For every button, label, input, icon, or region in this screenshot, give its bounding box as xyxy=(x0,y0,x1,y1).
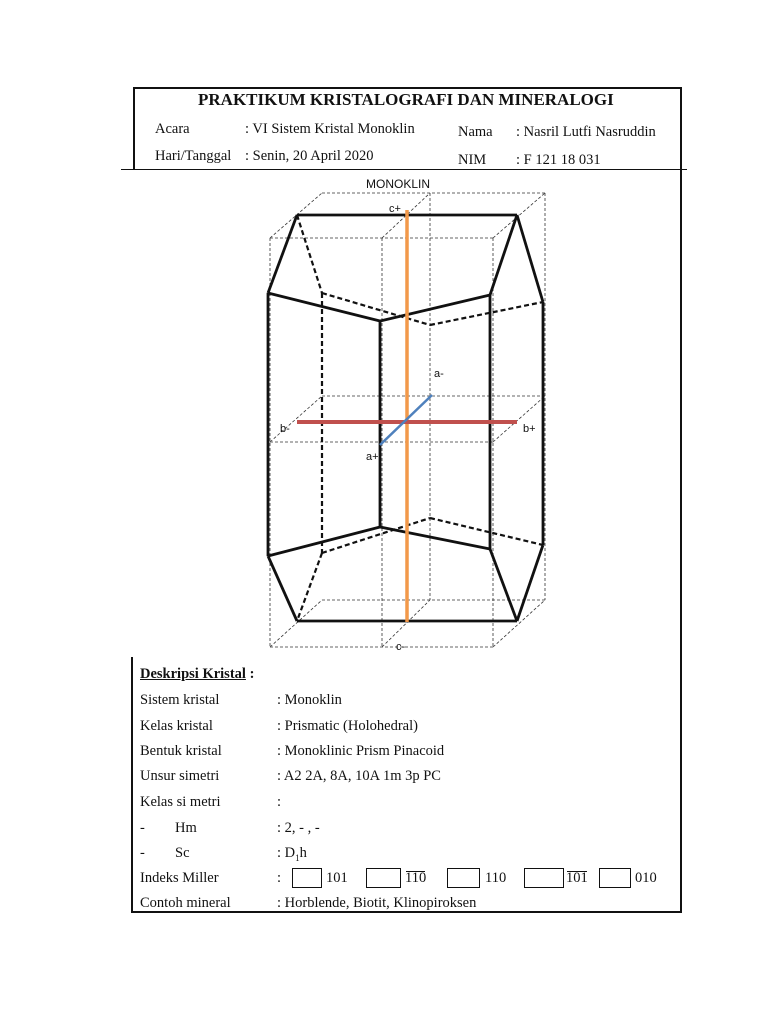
crystal-edge xyxy=(490,549,517,621)
miller-checkbox[interactable] xyxy=(447,868,480,888)
acara-value: : VI Sistem Kristal Monoklin xyxy=(245,121,415,137)
hidden-edge xyxy=(297,553,322,621)
miller-index-text: 110 xyxy=(405,870,427,886)
description-heading xyxy=(140,666,254,683)
sc-value-main: : D xyxy=(277,845,296,861)
miller-index xyxy=(405,870,426,887)
page-title: PRAKTIKUM KRISTALOGRAFI DAN MINERALOGI xyxy=(198,90,614,109)
crystal-edge xyxy=(268,556,297,621)
axis-label-a-minus: a- xyxy=(434,368,444,380)
miller-checkbox[interactable] xyxy=(524,868,564,888)
miller-index-text: 101 xyxy=(566,870,588,886)
row-bullet-hm: - xyxy=(140,820,145,836)
axis-label-b-plus: b+ xyxy=(523,423,536,435)
row-value-hm: : 2, - , - xyxy=(277,820,320,836)
guide-edge xyxy=(493,396,545,442)
miller-index: 010 xyxy=(635,870,657,886)
crystal-edge xyxy=(517,215,543,302)
nim-value: : F 121 18 031 xyxy=(516,152,601,168)
miller-checkbox[interactable] xyxy=(366,868,401,888)
description-heading-colon: : xyxy=(245,666,255,682)
crystal-edge xyxy=(268,293,380,321)
row-label-sistem: Sistem kristal xyxy=(140,692,220,708)
row-value-kelas: : Prismatic (Holohedral) xyxy=(277,718,418,734)
row-value-kelas-simetri: : xyxy=(277,794,282,810)
miller-colon: : xyxy=(277,870,282,886)
figure-caption: MONOKLIN xyxy=(366,177,431,191)
guide-edge xyxy=(493,600,545,647)
axis-label-a-plus: a+ xyxy=(366,451,379,463)
miller-index: 110 xyxy=(485,870,507,886)
row-value-sc xyxy=(277,845,307,863)
row-label-bentuk: Bentuk kristal xyxy=(140,743,222,759)
axis-label-c-plus: c+ xyxy=(389,203,401,215)
crystal-edge xyxy=(490,215,517,295)
nama-label: Nama xyxy=(458,124,493,140)
contoh-value: : Horblende, Biotit, Klinopiroksen xyxy=(277,895,477,911)
sc-value-sub: 1 xyxy=(295,852,300,863)
row-value-unsur: : A2 2A, 8A, 10A 1m 3p PC xyxy=(277,768,441,784)
row-label-unsur: Unsur simetri xyxy=(140,768,220,784)
description-heading-text: Deskripsi Kristal xyxy=(140,666,246,682)
crystal-edge xyxy=(517,545,543,621)
miller-checkbox[interactable] xyxy=(292,868,322,888)
contoh-label: Contoh mineral xyxy=(140,895,231,911)
guide-edge xyxy=(270,396,322,442)
hidden-edge xyxy=(322,518,430,553)
tanggal-label: Hari/Tanggal xyxy=(155,148,232,164)
row-label-kelas: Kelas kristal xyxy=(140,718,213,734)
row-value-sistem: : Monoklin xyxy=(277,692,342,708)
axis-label-c-minus: c- xyxy=(396,641,406,653)
guide-edge xyxy=(270,600,322,647)
miller-label: Indeks Miller xyxy=(140,870,219,886)
crystal-hidden-edges xyxy=(297,215,543,621)
row-label-kelas-simetri: Kelas si metri xyxy=(140,794,221,810)
miller-checkbox[interactable] xyxy=(599,868,631,888)
tanggal-value: : Senin, 20 April 2020 xyxy=(245,148,374,164)
crystal-edge xyxy=(380,527,490,549)
miller-index xyxy=(566,870,588,887)
sc-value-tail: h xyxy=(299,845,307,861)
row-bullet-sc: - xyxy=(140,845,145,861)
miller-index: 101 xyxy=(326,870,348,886)
axis-label-b-minus: b- xyxy=(280,423,290,435)
row-label-hm: Hm xyxy=(175,820,197,836)
nim-label: NIM xyxy=(458,152,487,168)
nama-value: : Nasril Lutfi Nasruddin xyxy=(516,124,656,140)
row-label-sc: Sc xyxy=(175,845,190,861)
hidden-edge xyxy=(297,215,322,293)
acara-label: Acara xyxy=(155,121,190,137)
row-value-bentuk: : Monoklinic Prism Pinacoid xyxy=(277,743,445,759)
